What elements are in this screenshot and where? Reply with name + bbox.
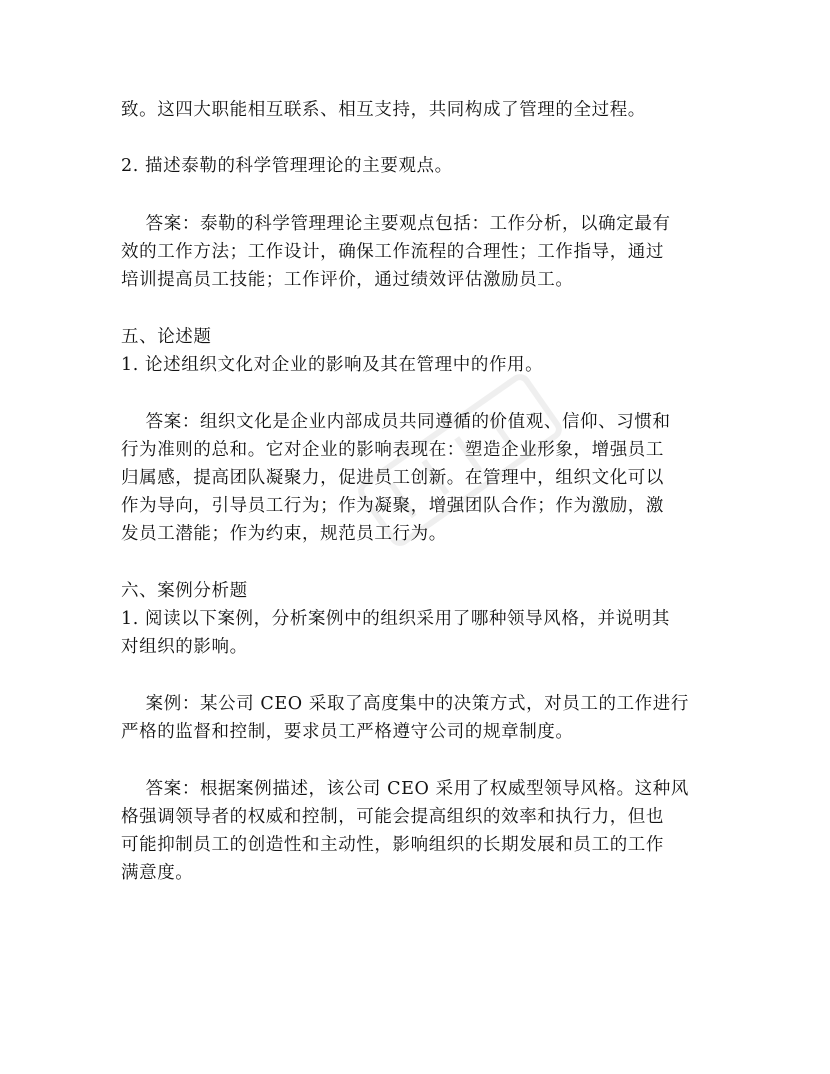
answer-line: 格强调领导者的权威和控制，可能会提高组织的效率和执行力，但也 <box>121 807 664 827</box>
answer-line: 效的工作方法；工作设计，确保工作流程的合理性；工作指导，通过 <box>121 242 664 262</box>
paragraph-line: 致。这四大职能相互联系、相互支持，共同构成了管理的全过程。 <box>121 100 646 120</box>
answer-line: 可能抑制员工的创造性和主动性，影响组织的长期发展和员工的工作 <box>121 835 664 855</box>
answer-line: 发员工潜能；作为约束，规范员工行为。 <box>121 524 447 544</box>
case-line: 严格的监督和控制，要求员工严格遵守公司的规章制度。 <box>121 722 574 742</box>
question-heading: 2. 描述泰勒的科学管理理论的主要观点。 <box>121 156 453 176</box>
answer-line: 答案：根据案例描述，该公司 CEO 采用了权威型领导风格。这种风 <box>121 779 689 799</box>
answer-line: 答案：组织文化是企业内部成员共同遵循的价值观、信仰、习惯和 <box>121 412 671 432</box>
question-heading: 1. 阅读以下案例，分析案例中的组织采用了哪种领导风格，并说明其 <box>121 609 670 629</box>
answer-line: 归属感，提高团队凝聚力，促进员工创新。在管理中，组织文化可以 <box>121 468 664 488</box>
question-heading: 1. 论述组织文化对企业的影响及其在管理中的作用。 <box>121 355 544 375</box>
question-heading: 对组织的影响。 <box>121 637 248 657</box>
case-line: 案例：某公司 CEO 采取了高度集中的决策方式，对员工的工作进行 <box>121 694 689 714</box>
answer-line: 答案：泰勒的科学管理理论主要观点包括：工作分析，以确定最有 <box>121 214 671 234</box>
answer-line: 满意度。 <box>121 863 194 883</box>
section-heading-essay: 五、论述题 <box>121 327 212 347</box>
answer-line: 行为准则的总和。它对企业的影响表现在：塑造企业形象，增强员工 <box>121 440 664 460</box>
section-heading-case: 六、案例分析题 <box>121 581 248 601</box>
answer-line: 作为导向，引导员工行为；作为凝聚，增强团队合作；作为激励，激 <box>121 496 664 516</box>
answer-line: 培训提高员工技能；工作评价，通过绩效评估激励员工。 <box>121 270 574 290</box>
